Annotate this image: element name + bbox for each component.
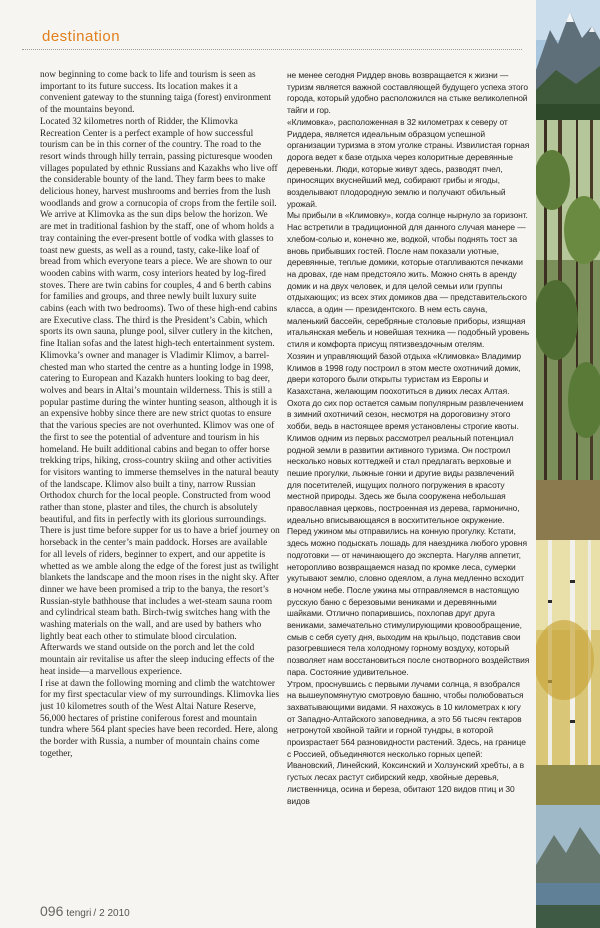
- section-label: destination: [42, 28, 121, 45]
- english-paragraph: Located 32 kilometres north of Ridder, the Klimovka Recreation Center is a perfect example of how successful tourism can be in this corner of the country. The road to the resort winds through hilly terrain, passing picturesque wooden villages populated by ethnic Russians and Kazakhs who live off the considerable bounty of the land. They farm bees to make delicious honey, harvest mushrooms and berries from the lush woodlands and grow a cornucopia of crops from the fertile soil.: [40, 116, 278, 209]
- photo-birch-forest: [536, 540, 600, 805]
- page-footer: [40, 903, 130, 919]
- english-paragraph: We arrive at Klimovka as the sun dips below the horizon. We are met in traditional fashion by the staff, one of whom holds a tray containing the ever-present bottle of vodka with glasses to toast new guests, as well as a round, tasty, cake-like loaf of bread from which everyone tears a piece. We are shown to our wooden cabins with warm, cosy interiors heated by log-fired stoves. There are twin cabins for couples, 4 and 6 berth cabins for families and groups, and three newly built luxury suite cabins (each with two bedrooms). Two of these high-end cabins are Executive class. The third is the President’s Cabin, which sports its own sauna, plunge pool, silver cutlery in the kitchen, fine Italian sofas and the latest high-tech entertainment system. Klimovka’s owner and manager is Vladimir Klimov, a barrel-chested man who started the centre as a hunting lodge in 1998, catering to European and Kazakh hunters looking to bag deer, wolves and bears in Altai’s mountain wilderness. This is still a popular pastime during the winter hunting season, although it is an expensive hobby since there are new strict quotas to ensure that the various species are not overhunted. Klimov was one of the first to see the potential of adventure and tourism in his homeland. He built additional cabins and began to offer horse trekking trips, hiking, cross-country skiing and other activities for visitors wanting to immerse themselves in the natural beauty of the landscape. Klimov also built a tiny, narrow Russian Orthodox church for the local people. Constructed from wood rather than stone, plaster and tiles, the church is absolutely beautiful, and fits in perfectly with its glorious surroundings.: [40, 210, 279, 525]
- english-paragraph: There is just time before supper for us to have a brief journey on horseback in the center’s main paddock. Horses are available for all levels of riders, beginner to expert, and our appetite is whetted as we amble along the edge of the forest just as twilight blankets the landscape and the moon rises in the night sky. After dinner we have been promised a trip to the banya, the resort’s Russian-style bathhouse that includes a wet-steam sauna room and cylindrical steam bath. Birch-twig switches hang with the washing materials on the wall, and are used by bathers who lightly beat each other to stimulate blood circulation. Afterwards we stand outside on the porch and let the cold mountain air revitalise us after the sleep inducing effects of the heat inside—a marvellous experience.: [40, 526, 280, 677]
- russian-paragraph: не менее сегодня Риддер вновь возвращается к жизни — туризм является важной составляющей будущего успеха этого города, который удобно расположился на стыке великолепной тайги и гор.: [287, 70, 528, 116]
- russian-paragraph: Перед ужином мы отправились на конную прогулку. Кстати, здесь можно подыскать лошадь для наездника любого уровня подготовки — от начинающего до эксперта. Нагуляв аппетит, неторопливо возвращаемся назад по кромке леса, сумерки укутывают землю, словно одеялом, а луна медленно всходит в ночном небе. После ужина мы отправляемся в настоящую русскую баню с березовыми вениками и деревянными шайками. Отлично попарившись, похлопав друг друга вениками, замечательно стимулирующими кровообращение, смыв с себя суету дня, выходим на крыльцо, подставив свои разогревшиеся тела холодному горному воздуху, который позволяет нам восстановиться после снотворного воздействия пара. Состояние удивительное.: [287, 526, 530, 677]
- russian-column: [287, 70, 530, 900]
- russian-paragraph: Утром, проснувшись с первыми лучами солнца, я взобрался на вышеупомянутую смотровую башню, чтобы полюбоваться захватывающими видами. Я нахожусь в 10 километрах к югу от Западно-Алтайского заповедника, а это 56 тысяч гектаров нетронутой хвойной тайги и горной тундры, в которой произрастает 564 разновидности растений. Здесь, на границе с Россией, объединяются несколько горных цепей: Ивановский, Линейский, Коксинский и Холзунский хребты, а в густых лесах растут сибирский кедр, хвойные деревья, лиственница, осина и береза, обитают 120 видов птиц и 30 видов: [287, 678, 526, 806]
- photo-mountain-peaks: [536, 0, 600, 120]
- footer-separator: /: [93, 908, 97, 919]
- page-number: 096: [40, 903, 64, 919]
- english-column: [40, 70, 280, 900]
- photo-forest-trees: [536, 120, 600, 540]
- russian-paragraph: «Климовка», расположенная в 32 километрах к северу от Риддера, является идеальным образцом успешной организации туризма в этом уголке страны. Извилистая горная дорога ведет к базе отдыха через колоритные деревянные деревеньки. Люди, которые живут здесь, разводят пчел, приносящих вкуснейший мед, собирают грибы и ягоды, возделывают плодородную землю и получают обильный урожай.: [287, 116, 530, 209]
- header-rule: [22, 49, 522, 50]
- issue-number: 2 2010: [99, 908, 130, 919]
- russian-paragraph: Хозяин и управляющий базой отдыха «Климовка» Владимир Климов в 1998 году построил в этом месте охотничий домик, двери которого были открыты туристам из Европы и Казахстана, желающим поохотиться в диких лесах Алтая. Охота до сих пор остается самым популярным развлечением в зимний охотничий сезон, несмотря на дороговизну этого хобби, ведь в настоящее время установлены строгие квоты. Климов одним из первых рассмотрел реальный потенциал родной земли в развитии активного туризма. Он построил несколько новых коттеджей и стал предлагать верховые и пешие прогулки, лыжные гонки и другие виды развлечений для посетителей, ищущих полного погружения в красоту местной природы. Здесь же была сооружена небольшая православная церковь, построенная из дерева, гармонично, идеально вписывающаяся в восхитительное окружение.: [287, 350, 524, 525]
- magazine-name: tengri: [66, 908, 92, 919]
- english-paragraph: now beginning to come back to life and tourism is seen as important to its future success. Its location makes it a convenient gateway to the stunning taiga (forest) environment of the mountains beyond.: [40, 70, 272, 116]
- photo-mountain-lake: [536, 805, 600, 928]
- english-paragraph: I rise at dawn the following morning and climb the watchtower for my first spectacular view of my surroundings. Klimovka lies just 10 kilometres south of the West Altai Nature Reserve, 56,000 hectares of pristine coniferous forest and mountain tundra where 564 plant species have been recorded. Here, along the border with Russia, a number of mountain chains come together,: [40, 678, 280, 759]
- russian-paragraph: Мы прибыли в «Климовку», когда солнце нырнуло за горизонт. Нас встретили в традиционной для данного случая манере — хлебом-солью и, конечно же, водкой, чтобы поднять тост за вновь прибывших гостей. После нам показали уютные, деревянные, теплые домики, которые отапливаются печками на дровах, где нам предстояло жить. Можно снять в аренду домик и на двух человек, и для целой семьи или группы отдыхающих; из всех этих домиков два — представительского класса, а один — президентского. В нем есть сауна, маленький бассейн, серебряные столовые приборы, изящная итальянская мебель и новейшая техника — подобный уровень стиля и комфорта присущ пятизвездочным отелям.: [287, 210, 530, 350]
